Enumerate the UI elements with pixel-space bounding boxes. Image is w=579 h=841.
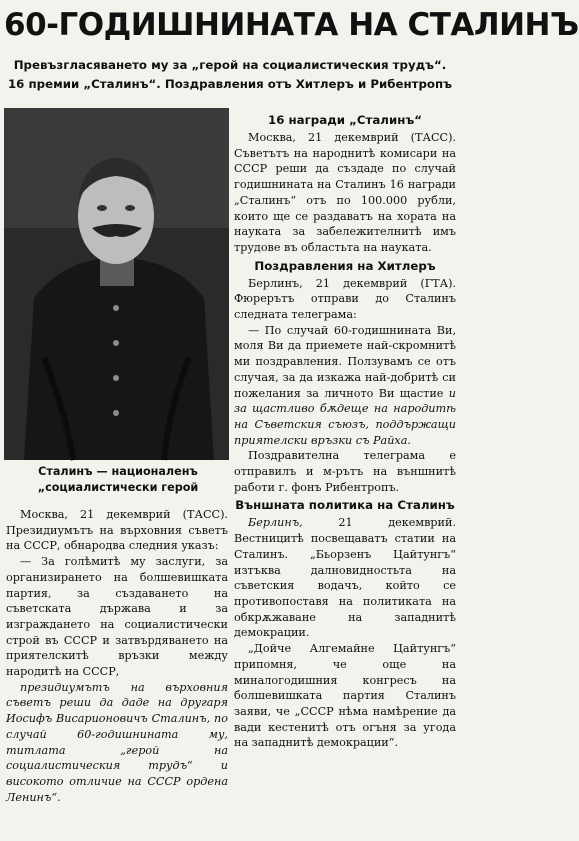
portrait-image [4, 108, 229, 460]
right-paragraph-3 [234, 323, 456, 449]
telegram-italic-text: и за щастливо бѫдеще на народитѣ на Съветския съюзъ, поддържащи приятелски връзки съ Райха. [234, 386, 456, 447]
telegram-text: — По случай 60-годишнината Ви, моля Ви да приемете най-скромнитѣ ми поздравления. Ползувамъ се отъ случая, за да изкажа най-добритѣ си пожелания за личното Ви щастие [234, 323, 456, 400]
photo-caption: Сталинъ — националенъ „социалистически герой [37, 465, 199, 494]
left-paragraph-3: президиумътъ на върховния съветъ реши да даде на другаря Иосифъ Висарионовичъ Сталинъ, по случай 60-годишнината му, титлата „герой на социалистическия трудъ“ и високото отличие на СССР ордена Ленинъ“. [6, 680, 228, 804]
left-paragraph-2: — За голѣмитѣ му заслуги, за организирането на болшевишката партия, за създаването на съветската държава и за изграждането на социалистически строй въ СССР и затвърдяването на приятелскитѣ връзки между народитѣ на СССР, [6, 555, 228, 679]
right-column [234, 112, 456, 751]
left-paragraph-1: Москва, 21 декемврий (ТАСС). Президиумътъ на върховния съветъ на СССР, обнародва следния указъ: [6, 508, 228, 553]
foreign-policy-text: 21 декемврий. Вестницитѣ посвещаватъ статии на Сталинъ. „Бьорзенъ Цайтунгъ“ изтъква далновидностьта на съветския водачъ, който се противопоставя на политиката на обкрѫжаване на западнитѣ демокрации. [234, 516, 457, 640]
headline: 60-ГОДИШНИНАТА НА СТАЛИНЪ [4, 7, 579, 43]
right-paragraph-2: Берлинъ, 21 декемврий (ГТА). Фюрерътъ отправи до Сталинъ следната телеграма: [234, 276, 456, 322]
right-paragraph-5 [234, 515, 456, 641]
section-heading-hitler: Поздравления на Хитлеръ [254, 258, 436, 273]
right-paragraph-6: „Дойче Алгемайне Цайтунгъ“ припомня, че още на миналогодишния конгресъ на болшевишката партия Сталинъ заяви, че „СССР нѣма намѣрение да вади кестенитѣ отъ огъня за угода на западнитѣ демокрации“. [234, 642, 456, 750]
stalin-portrait-photo [4, 108, 229, 460]
section-heading-awards: 16 награди „Сталинъ“ [268, 113, 422, 127]
section-heading-foreign-policy: Външната политика на Сталинъ [235, 498, 455, 513]
dateline-berlin: Берлинъ, [248, 516, 303, 530]
left-column [6, 507, 228, 805]
subheadline: Превъзгласяването му за „герой на социалистическия трудъ“. 16 премии „Сталинъ“. Поздравления отъ Хитлеръ и Рибентропъ [7, 58, 453, 91]
right-paragraph-4: Поздравителна телеграма е отправилъ и м-рътъ на външнитѣ работи г. фонъ Рибентропъ. [234, 449, 456, 494]
right-paragraph-1: Москва, 21 декемврий (ТАСС). Съветътъ на народнитѣ комисари на СССР реши да създаде по случай годишнината на Сталинъ 16 награди „Сталинъ“ отъ по 100.000 рубли, които ще се раздаватъ на хората на науката за забележителнитѣ имъ трудове въ областьта на науката. [234, 131, 456, 254]
